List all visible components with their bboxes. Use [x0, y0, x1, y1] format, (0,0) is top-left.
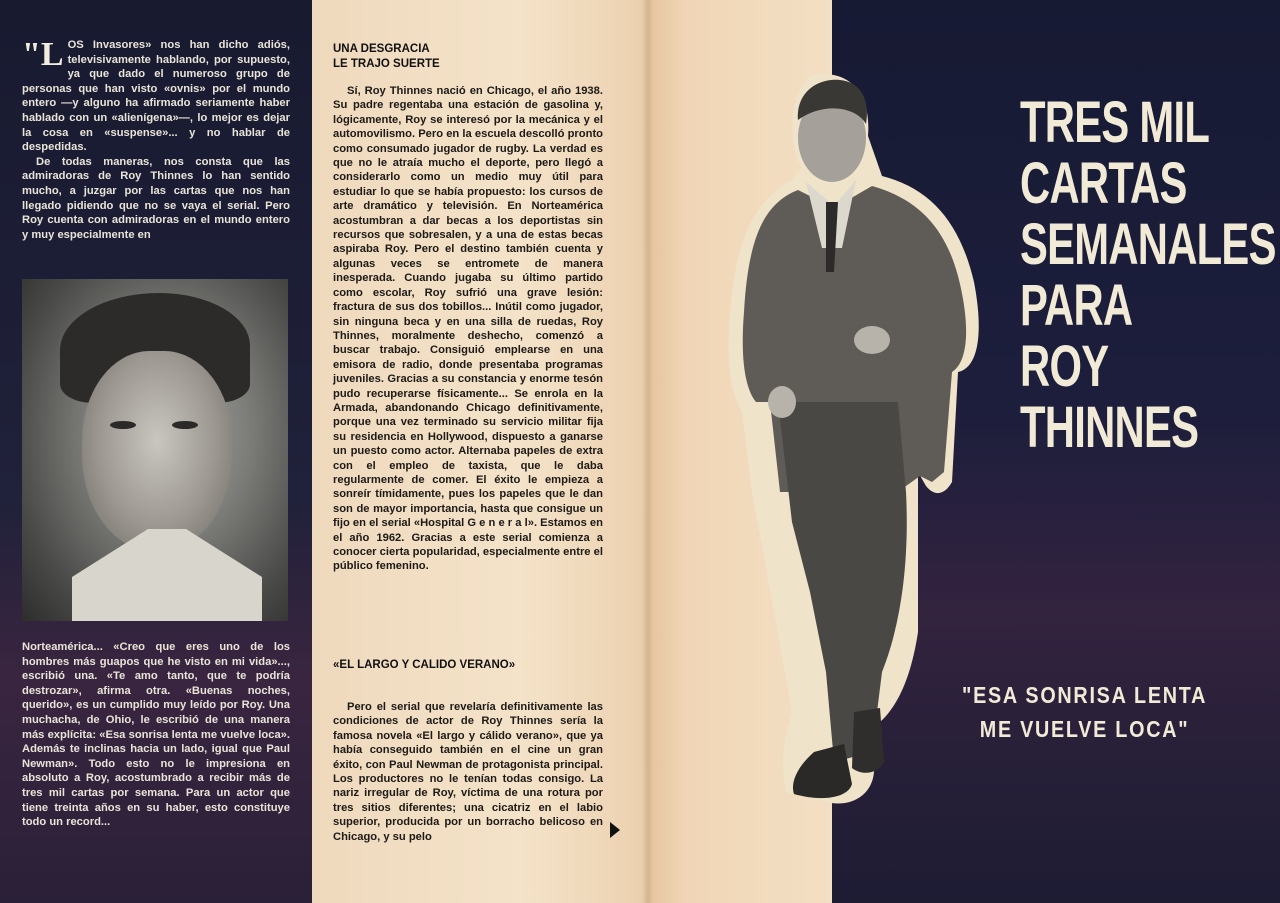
- intro-paragraph: OS Invasores» nos han dicho adiós, televisivamente hablando, por supuesto, ya que dado el numeroso grupo de personas que han visto «ovnis» por el mundo entero —y alguno ha afirmado seriamente haber hablado con un «alienígena»—, lo mejor es dejar la cosa en «suspense»... y no hablar de despedidas.: [22, 39, 290, 154]
- portrait-photo: [22, 279, 288, 621]
- headline-line: ROY: [1020, 334, 1109, 399]
- headline-line: THINNES: [1020, 395, 1199, 460]
- portrait-eye-left: [110, 421, 136, 429]
- section-body-2: Pero el serial que revelaría definitivamente las condiciones de actor de Roy Thinnes sería la famosa novela «El largo y cálido verano», que ya había conseguido también en el cine un gran éxito, con Paul Newman de protagonista principal. Los productores no le tenían todas consigo. La nariz irregular de Roy, víctima de una rotura por tres sitios diferentes; una cicatriz en el labio superior, producida por un borracho belicoso en Chicago, y su pelo: [333, 701, 603, 843]
- portrait-eye-right: [172, 421, 198, 429]
- pull-quote: [962, 678, 1207, 746]
- portrait-shirt: [72, 529, 262, 621]
- pull-quote-line: "ESA SONRISA LENTA: [962, 682, 1208, 708]
- page-gutter: [642, 0, 654, 903]
- intro-block: [22, 38, 290, 242]
- headline: [1020, 90, 1276, 460]
- headline-line: CARTAS: [1020, 151, 1187, 216]
- headline-line: PARA: [1020, 273, 1133, 338]
- portrait-face: [82, 351, 232, 551]
- continue-arrow-icon: [610, 822, 620, 838]
- section-body-1: Sí, Roy Thinnes nació en Chicago, el año 1938. Su padre regentaba una estación de gasolina y, lógicamente, Roy se interesó por la mecánica y el automovilismo. Pero en la escuela descolló pronto como consumado jugador de rugby. La verdad es que no le atraía mucho el deporte, pero llegó a considerarlo como un medio muy útil para estudiar lo que se había propuesto: los cursos de arte dramático y televisión. En Norteamérica acostumbran a dar becas a los deportistas sin recursos que sobresalen, y a una de estas becas aspiraba Roy. Pero el destino también cuenta y algunas veces se entromete de manera inesperada. Cuando jugaba su último partido como escolar, Roy sufrió una grave lesión: fractura de sus dos tobillos... Inútil como jugador, sin ninguna beca y en una silla de ruedas, Roy Thinnes, moralmente deshecho, comenzó a buscar trabajo. Consiguió emplearse en una emisora de radio, donde presentaba programas juveniles. Gracias a su constancia y enorme tesón pudo recuperarse físicamente... Se enrola en la Armada, abandonando Chicago definitivamente, porque una vez terminado su servicio militar fija su residencia en Hollywood, dispuesto a ganarse un puesto como actor. Alternaba papeles de extra con el empleo de taxista, que le daba regularmente de comer. El éxito le empieza a sonreír tímidamente, pues los papeles que le dan son de mayor importancia, hasta que consigue un fijo en el serial «Hospital G e n e r a l». Estamos en el año 1962. Gracias a este serial comienza a conocer cierta popularidad, especialmente entre el público femenino.: [333, 85, 603, 573]
- dropcap: "L: [22, 36, 64, 73]
- paragraph-2: De todas maneras, nos consta que las admiradoras de Roy Thinnes lo han sentido mucho, a juzgar por las cartas que nos han llegado pidiendo que no se vaya el serial. Pero Roy cuenta con admiradoras en el mundo entero y muy especialmente en: [22, 155, 290, 241]
- pull-quote-line: ME VUELVE LOCA": [979, 716, 1190, 742]
- headline-line: TRES MIL: [1020, 90, 1210, 155]
- headline-line: SEMANALES: [1020, 212, 1276, 277]
- section-heading-1: UNA DESGRACIA LE TRAJO SUERTE: [333, 43, 440, 70]
- running-man-photo: [722, 72, 984, 812]
- paragraph-3: Norteamérica... «Creo que eres uno de los hombres más guapos que he visto en mi vida»..., escribió una. «Te amo tanto, que te podría destrozar», afirma otra. «Buenas noches, querido», es un cumplido muy leído por Roy. Una muchacha, de Ohio, le escribió de una manera más explícita: «Esa sonrisa lenta me vuelve loca». Además te inclinas hacia un lado, igual que Paul Newman». Todo esto no le impresiona en absoluto a Roy, acostumbrado a recibir más de tres mil cartas por semana. Para un actor que tiene treinta años en su haber, esto constituye todo un record...: [22, 641, 290, 829]
- section-heading-2: «EL LARGO Y CALIDO VERANO»: [333, 659, 516, 671]
